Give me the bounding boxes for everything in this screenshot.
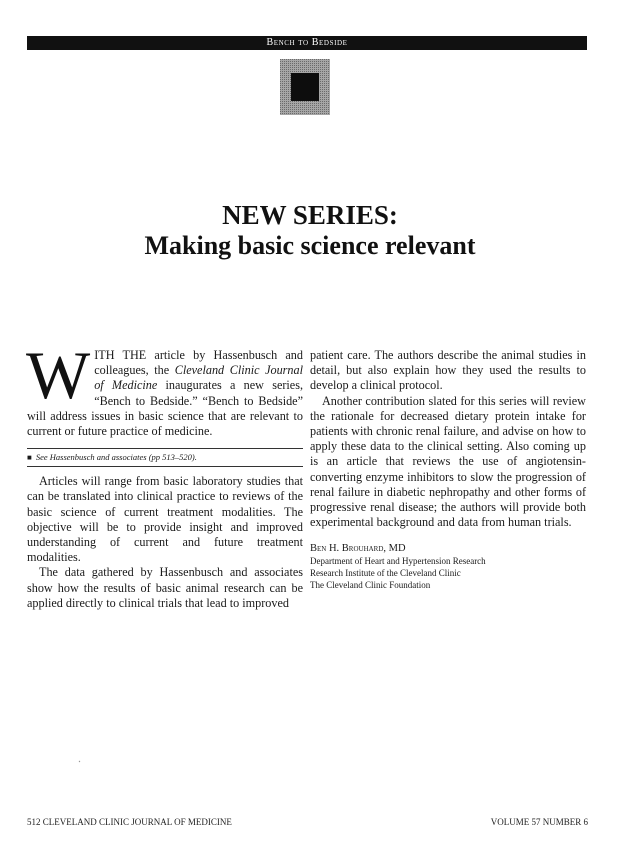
stray-mark	[78, 760, 81, 763]
author-affiliation-1: Department of Heart and Hypertension Research	[310, 556, 486, 567]
left-column	[26, 337, 304, 611]
title-line-2: Making basic science relevant	[144, 231, 476, 260]
author-affiliation-3: The Cleveland Clinic Foundation	[310, 580, 431, 591]
lead-text: ITH THE article by Hassenbusch and colleagues, the	[94, 348, 303, 378]
section-banner: Bench to Bedside	[27, 36, 587, 50]
lead-text-end: inaugurates a new series, “Bench to Bedside.” “Bench to Bedside” will address issues in basic science that are relevant to current or future practice of medicine.	[27, 378, 304, 439]
paragraph-4: Another contribution slated for this series will review the rationale for decreased dietary protein intake for patients with chronic renal failure, and advise on how to apply these data to the clinical setting. Also coming up is an article that reviews the use of angiotensin-converting enzyme inhibitors to slow the progression of renal failure in diabetic nephropathy and other forms of progressive renal disease; the authors will provide both experimental background and data from human trials.	[310, 393, 586, 530]
drop-cap: W	[26, 337, 91, 413]
bench-to-bedside-logo-icon	[280, 59, 330, 115]
author-name: Ben H. Brouhard, MD	[310, 543, 406, 555]
bullet-square-icon: ■	[27, 453, 32, 463]
journal-name: Cleveland Clinic Journal of Medicine	[94, 363, 303, 393]
title-line-1: NEW SERIES:	[222, 200, 398, 230]
reference-note	[27, 448, 303, 467]
author-affiliation-2: Research Institute of the Cleveland Clinic	[310, 568, 461, 579]
reference-text: See Hassenbusch and associates (pp 513–520).	[35, 452, 197, 463]
paragraph-2: Articles will range from basic laboratory studies that can be translated into clinical practice to reviews of the basic science of current treatment modalities. The objective will be to provide insight and improved understanding of current and future treatment modalities.	[27, 474, 303, 565]
lead-paragraph	[26, 337, 304, 439]
footer-volume: VOLUME 57 NUMBER 6	[490, 817, 588, 827]
paragraph-3-continued: patient care. The authors describe the animal studies in detail, but also explain how they used the results to develop a clinical protocol.	[310, 348, 586, 393]
footer-journal: 512 CLEVELAND CLINIC JOURNAL OF MEDICINE	[27, 817, 232, 827]
right-column	[310, 348, 586, 591]
paragraph-3: The data gathered by Hassenbusch and associates show how the results of basic animal research can be applied directly to clinical trials that lead to improved	[27, 565, 303, 610]
